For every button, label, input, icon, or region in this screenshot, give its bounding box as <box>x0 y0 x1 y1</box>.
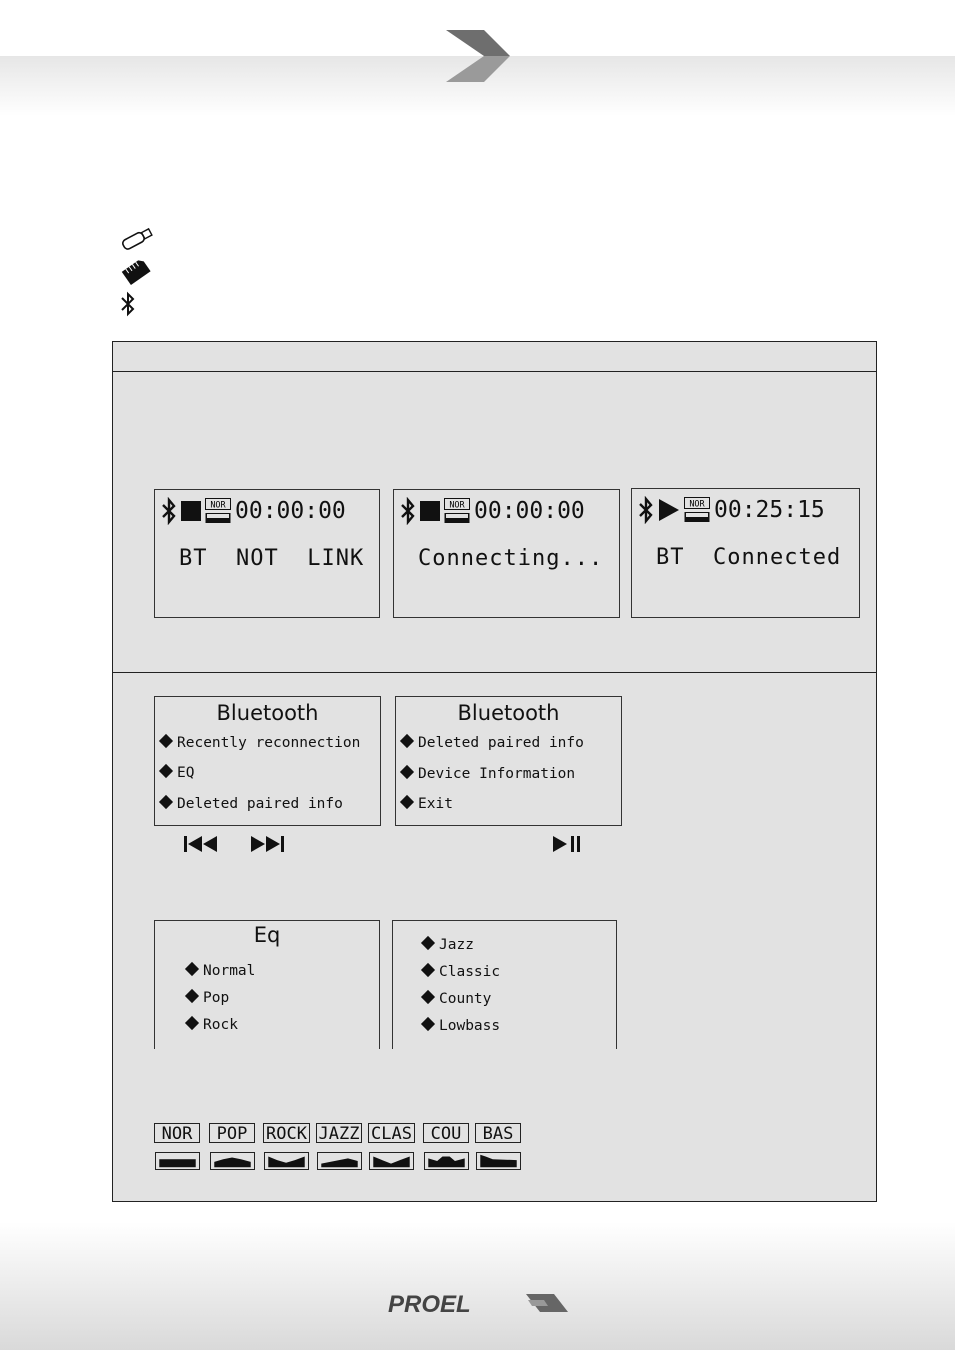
diamond-bullet-icon <box>159 795 173 809</box>
diamond-bullet-icon <box>159 764 173 778</box>
diamond-bullet-icon <box>185 989 199 1003</box>
eq-curve-country-icon <box>424 1152 469 1170</box>
lcd-screen-connecting <box>393 489 620 618</box>
menu-item[interactable]: Deleted paired info <box>400 735 584 751</box>
panel-header <box>113 342 876 372</box>
menu-item[interactable]: Classic <box>421 964 500 980</box>
lcd-message: BT NOT LINK <box>179 546 365 571</box>
play-icon <box>658 498 680 522</box>
usb-drive-icon <box>118 226 156 252</box>
elapsed-time: 00:00:00 <box>474 498 585 524</box>
eq-curve-rock-icon <box>264 1152 309 1170</box>
diamond-bullet-icon <box>421 1017 435 1031</box>
svg-text:PROEL: PROEL <box>388 1291 471 1318</box>
chevron-arrow-icon <box>444 28 514 84</box>
eq-preset-label: BAS <box>475 1123 521 1143</box>
bluetooth-menu-page-1 <box>154 696 381 826</box>
svg-text:NOR: NOR <box>210 500 226 511</box>
lcd-screen-bt-not-link <box>154 489 380 618</box>
menu-item[interactable]: Lowbass <box>421 1018 500 1034</box>
menu-item[interactable]: Rock <box>185 1017 238 1033</box>
lcd-status-bar <box>638 495 825 525</box>
menu-item[interactable]: Jazz <box>421 937 474 953</box>
diamond-bullet-icon <box>421 936 435 950</box>
menu-title: Bluetooth <box>216 701 319 725</box>
svg-text:NOR: NOR <box>449 500 465 511</box>
eq-preset-label: NOR <box>154 1123 200 1143</box>
play-pause-icon[interactable] <box>552 835 582 853</box>
footer-band <box>0 1222 955 1350</box>
lcd-screen-bt-connected <box>631 488 860 618</box>
stop-icon <box>420 501 440 521</box>
eq-preset-icon <box>444 498 470 524</box>
svg-text:NOR: NOR <box>689 499 705 510</box>
lcd-status-bar <box>161 496 346 526</box>
eq-preset-label: COU <box>423 1123 469 1143</box>
lcd-message: BT Connected <box>656 545 842 570</box>
menu-item[interactable]: Recently reconnection <box>159 735 360 751</box>
eq-curve-bass-icon <box>476 1152 521 1170</box>
menu-item[interactable]: Exit <box>400 796 453 812</box>
menu-title: Bluetooth <box>457 701 560 725</box>
diamond-bullet-icon <box>185 1016 199 1030</box>
diamond-bullet-icon <box>400 765 414 779</box>
bluetooth-icon <box>400 497 416 525</box>
previous-track-icon[interactable] <box>183 835 219 853</box>
bluetooth-icon <box>161 497 177 525</box>
eq-preset-label: ROCK <box>263 1123 310 1143</box>
eq-curve-classic-icon <box>369 1152 414 1170</box>
menu-item[interactable]: Deleted paired info <box>159 796 343 812</box>
elapsed-time: 00:00:00 <box>235 498 346 524</box>
panel-divider <box>113 672 876 673</box>
stop-icon <box>181 501 201 521</box>
lcd-status-bar <box>400 496 585 526</box>
bluetooth-icon <box>120 291 136 317</box>
diamond-bullet-icon <box>400 795 414 809</box>
diamond-bullet-icon <box>421 990 435 1004</box>
menu-item[interactable]: Normal <box>185 963 255 979</box>
sd-card-icon <box>120 257 154 285</box>
lcd-message: Connecting... <box>418 546 604 571</box>
menu-title: Eq <box>253 923 281 947</box>
eq-menu-page-2 <box>392 920 617 1049</box>
elapsed-time: 00:25:15 <box>714 497 825 523</box>
bluetooth-icon <box>638 496 654 524</box>
eq-curve-jazz-icon <box>317 1152 362 1170</box>
eq-preset-icon <box>205 498 231 524</box>
diamond-bullet-icon <box>159 734 173 748</box>
eq-preset-label: CLAS <box>368 1123 415 1143</box>
menu-item[interactable]: Device Information <box>400 766 575 782</box>
menu-item[interactable]: EQ <box>159 765 194 781</box>
bluetooth-menu-page-2 <box>395 696 622 826</box>
eq-preset-icon <box>684 497 710 523</box>
eq-preset-label: JAZZ <box>316 1123 362 1143</box>
proel-logo <box>386 1288 570 1318</box>
diamond-bullet-icon <box>421 963 435 977</box>
eq-curve-pop-icon <box>210 1152 255 1170</box>
menu-item[interactable]: Pop <box>185 990 229 1006</box>
eq-menu-page-1 <box>154 920 380 1049</box>
next-track-icon[interactable] <box>250 835 286 853</box>
eq-curve-normal-icon <box>155 1152 200 1170</box>
menu-item[interactable]: County <box>421 991 491 1007</box>
diamond-bullet-icon <box>400 734 414 748</box>
eq-preset-label: POP <box>209 1123 255 1143</box>
diamond-bullet-icon <box>185 962 199 976</box>
